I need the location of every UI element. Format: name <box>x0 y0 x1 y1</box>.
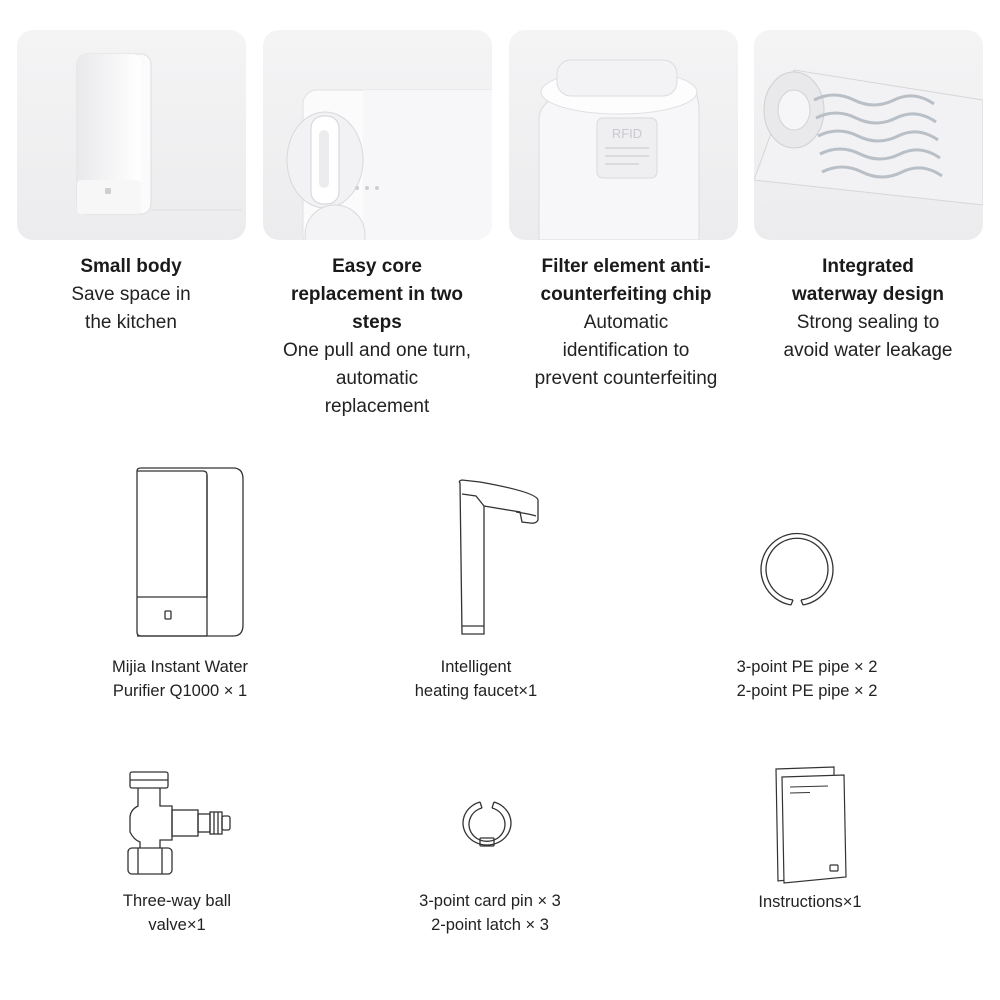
feature-desc-line: avoid water leakage <box>783 340 953 361</box>
faucet-icon <box>450 478 545 638</box>
filter-knob-photo <box>263 30 492 240</box>
item-label-line: 3-point card pin × 3 <box>419 892 561 910</box>
item-label-faucet <box>346 655 606 703</box>
feature-text-easy-replacement <box>257 253 497 421</box>
item-label-line: 3-point PE pipe × 2 <box>736 658 878 676</box>
item-label-line: Mijia Instant Water <box>111 658 248 676</box>
feature-title: replacement in two <box>290 284 464 305</box>
waterway-plate-photo <box>754 30 983 240</box>
feature-card-small-body <box>17 30 246 240</box>
item-label-line: 2-point latch × 3 <box>431 916 549 934</box>
item-label-line: heating faucet×1 <box>414 682 538 700</box>
pe-pipe-ring-icon <box>755 528 835 610</box>
item-label-instructions <box>680 890 940 914</box>
feature-card-rfid-chip <box>509 30 738 240</box>
feature-title: counterfeiting chip <box>540 284 712 305</box>
feature-desc-line: Save space in <box>71 284 191 305</box>
feature-card-waterway <box>754 30 983 240</box>
feature-desc-line: One pull and one turn, <box>282 340 472 361</box>
item-label-line: Instructions×1 <box>758 893 862 911</box>
feature-desc-line: Strong sealing to <box>796 312 940 333</box>
rfid-filter-photo <box>509 30 738 240</box>
feature-title: Integrated <box>822 256 914 277</box>
feature-title: Filter element anti- <box>541 256 711 277</box>
item-label-line: 2-point PE pipe × 2 <box>736 682 878 700</box>
feature-desc-line: Automatic <box>583 312 669 333</box>
feature-desc-line: the kitchen <box>85 312 177 333</box>
feature-text-rfid-chip <box>506 253 746 393</box>
item-label-card-pin <box>360 889 620 937</box>
instructions-booklet-icon <box>772 765 852 885</box>
item-label-line: valve×1 <box>148 916 206 934</box>
card-pin-icon <box>458 798 516 850</box>
water-purifier-icon <box>125 465 250 640</box>
item-label-pe-pipe <box>677 655 937 703</box>
feature-title: Easy core <box>332 256 422 277</box>
rfid-label: RFID <box>611 126 643 141</box>
feature-desc-line: automatic <box>335 368 419 389</box>
feature-desc-line: prevent counterfeiting <box>534 368 718 389</box>
feature-desc-line: identification to <box>562 340 690 361</box>
ball-valve-icon <box>120 770 245 880</box>
compact-purifier-photo <box>17 30 246 240</box>
feature-title: waterway design <box>791 284 945 305</box>
item-label-line: Intelligent <box>440 658 512 676</box>
feature-desc-line: replacement <box>324 396 430 417</box>
feature-text-small-body <box>11 253 251 337</box>
feature-text-waterway <box>748 253 988 365</box>
feature-card-easy-replacement <box>263 30 492 240</box>
feature-title: steps <box>352 312 402 333</box>
item-label-line: Three-way ball <box>122 892 232 910</box>
item-label-purifier <box>50 655 310 703</box>
item-label-line: Purifier Q1000 × 1 <box>112 682 248 700</box>
feature-title: Small body <box>80 256 182 277</box>
item-label-ball-valve <box>47 889 307 937</box>
